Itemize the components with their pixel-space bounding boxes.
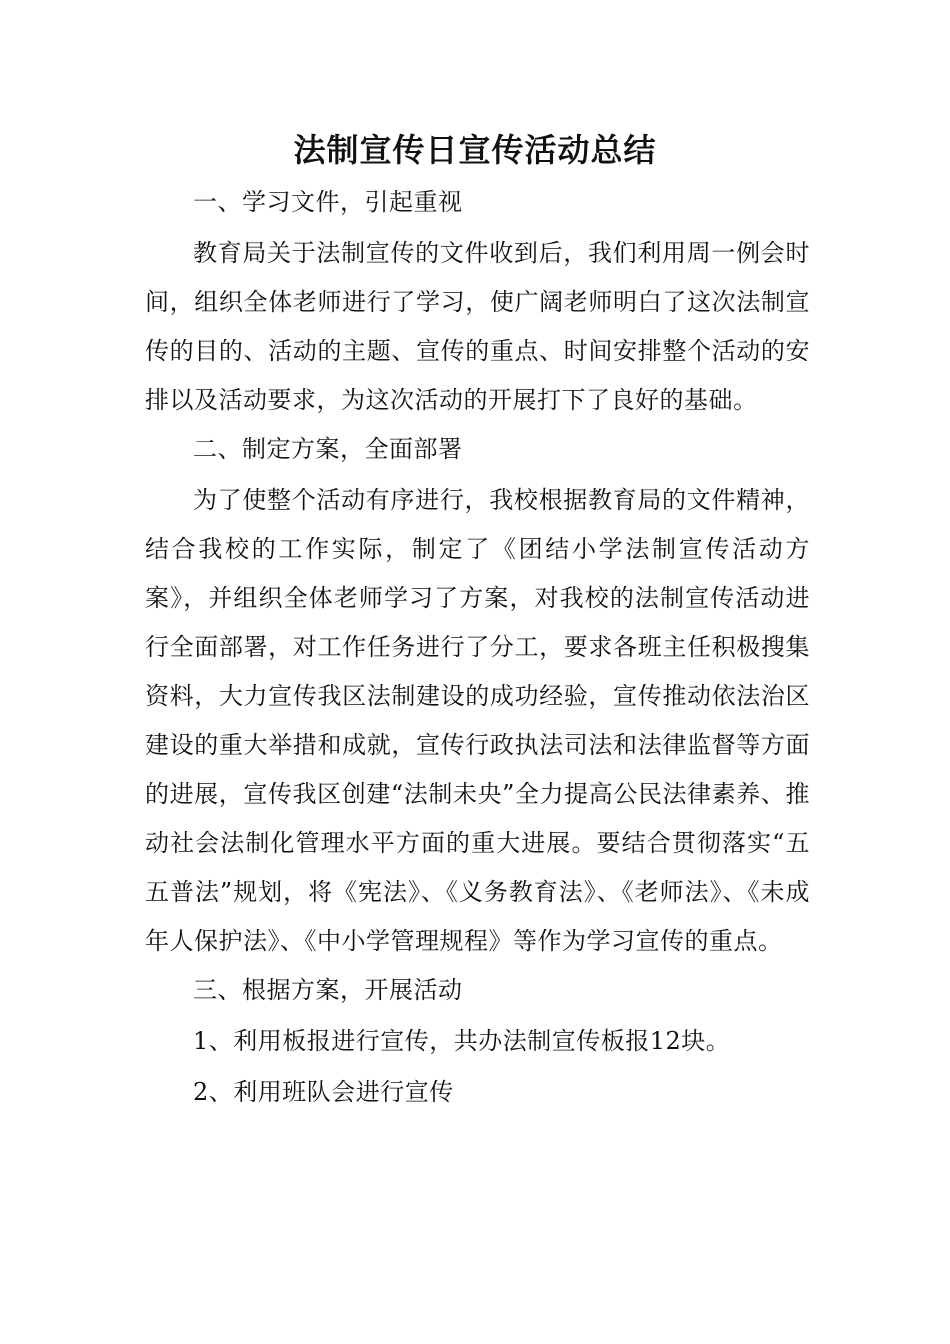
document-body [145,178,810,1117]
document-title: 法制宣传日宣传活动总结 [293,131,657,169]
section-3-item: 1、利用板报进行宣传，共办法制宣传板报12块。 [193,1027,731,1055]
section-2-heading: 二、制定方案，全面部署 [193,435,463,463]
section-1-heading: 一、学习文件，引起重视 [193,188,463,216]
section-2-paragraph: 为了使整个活动有序进行，我校根据教育局的文件精神，结合我校的工作实际，制定了《团结小学法制宣传活动方案》，并组织全体老师学习了方案，对我校的法制宣传活动进行全面部署，对工作任务进行了分工，要求各班主任积极搜集资料，大力宣传我区法制建设的成功经验，宣传推动依法治区建设的重大举措和成就，宣传行政执法司法和法律监督等方面的进展，宣传我区创建“法制未央”全力提高公民法律素养、推动社会法制化管理水平方面的重大进展。要结合贯彻落实“五五普法”规划，将《宪法》、《义务教育法》、《老师法》、《未成年人保护法》、《中小学管理规程》等作为学习宣传的重点。 [145,486,810,955]
section-1-paragraph: 教育局关于法制宣传的文件收到后，我们利用周一例会时间，组织全体老师进行了学习，使广阔老师明白了这次法制宣传的目的、活动的主题、宣传的重点、时间安排整个活动的安排以及活动要求，为这次活动的开展打下了良好的基础。 [145,239,810,414]
section-3-item: 2、利用班队会进行宣传 [193,1078,454,1106]
section-3-heading: 三、根据方案，开展活动 [193,976,463,1004]
